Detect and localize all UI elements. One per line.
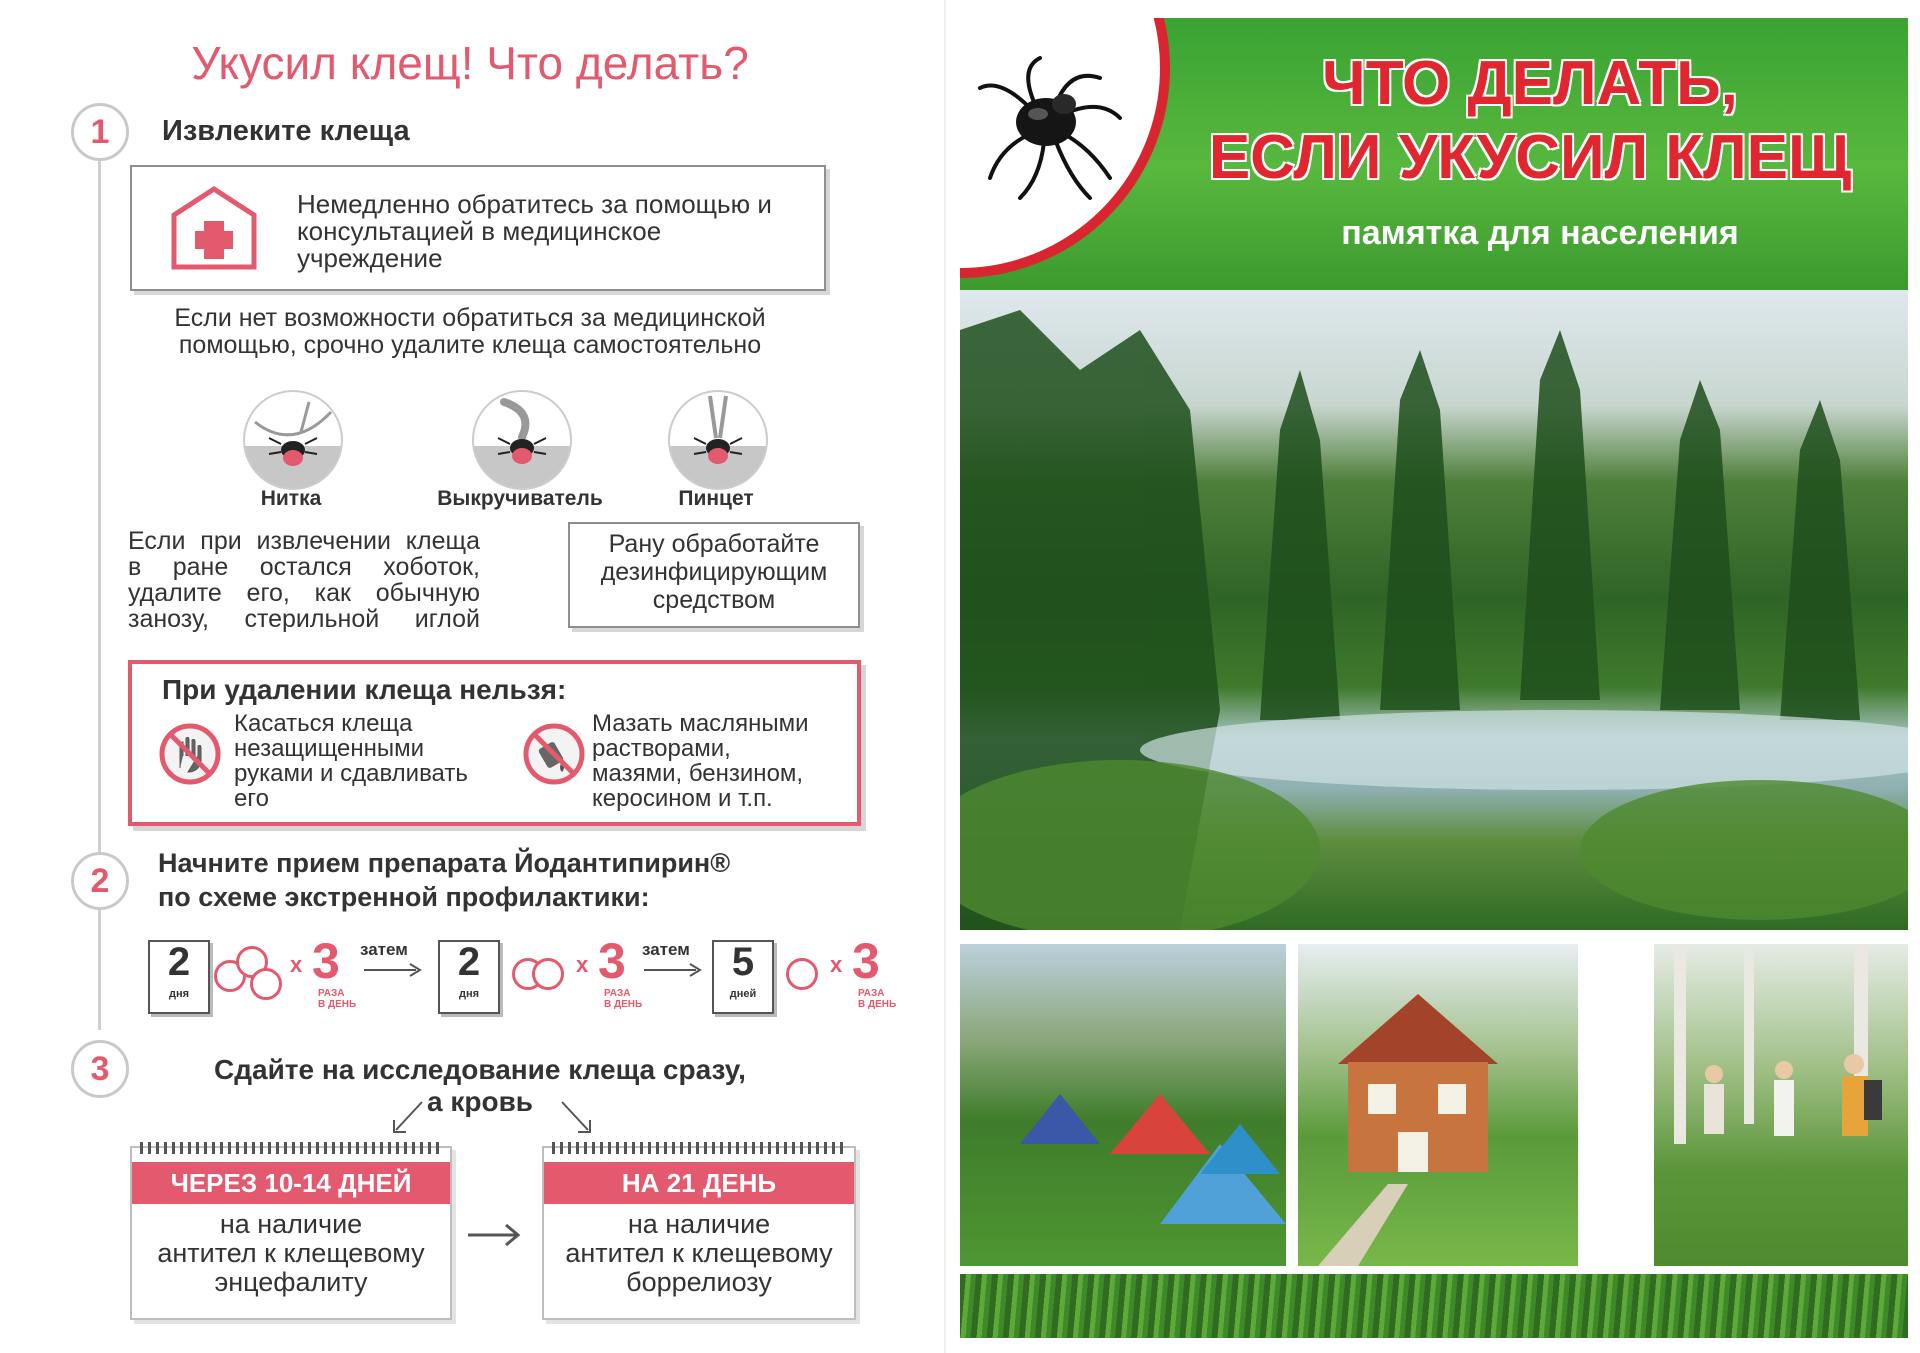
wound-line-1: Рану обработайте [608,530,820,558]
schedule-2-days: 2 [457,940,481,984]
wound-line-2: дезинфицирующим [600,558,828,586]
forbidden-item-2 [592,711,809,811]
proboscis-line-2: в ране остался хоботок, [128,553,480,581]
forbidden-item-1-line-2: незащищенными [234,735,425,762]
card-spiral [552,1142,846,1154]
forbidden-item-2-line-4: керосином и т.п. [592,785,773,812]
schedule-1-per-day [318,988,356,1010]
forbidden-title: При удалении клеща нельзя: [162,674,567,705]
step-1-title: Извлеките клеща [162,115,410,147]
test-card-2-line-1: на наличие [627,1209,771,1239]
medical-cross-house-icon [170,185,258,271]
wound-treatment-box [568,522,860,628]
per-label-1: РАЗА [604,988,631,999]
per-label-2: В ДЕНЬ [604,999,643,1010]
test-card-1-line-1: на наличие [219,1209,363,1239]
tweezers-tool-illustration [668,390,768,490]
schedule-2-times: 3 [598,933,626,989]
times-sign: х [830,952,843,977]
schedule-3-days-label: дней [729,988,757,1000]
self-removal-note-line1: Если нет возможности обратиться за медицинской [174,304,766,332]
cover-page [960,18,1908,1338]
medical-help-text: Немедленно обратитесь за помощью и консультацией в медицинское учреждение [297,189,772,273]
cover-title-line1: ЧТО ДЕЛАТЬ, [1322,49,1738,118]
arrow-down-right-icon [556,1098,596,1143]
wooden-house-photo [1298,944,1578,1266]
proboscis-line-1: Если при извлечении клеща [128,527,480,555]
schedule-3-per-day [858,988,896,1010]
schedule-1-days-label: дня [168,988,190,1000]
test-card-1-line-3: энцефалиту [214,1267,368,1297]
left-page [0,0,940,1353]
per-label-2: В ДЕНЬ [318,999,357,1010]
schedule-2-calendar [438,940,500,1014]
per-label-1: РАЗА [858,988,885,999]
forbidden-item-2-line-1: Мазать масляными [592,710,809,737]
arrow-right-icon [364,962,424,983]
step-2-number: 2 [71,852,129,910]
then-label-1: затем [360,940,408,959]
tool-label-thread: Нитка [260,487,322,510]
thread-tool-illustration [243,390,343,490]
test-card-1-header: ЧЕРЕЗ 10-14 ДНЕЙ [132,1162,450,1204]
times-sign: х [576,952,589,977]
step-2-title-line1: Начните прием препарата Йодантипирин® [158,848,731,878]
wound-line-3: средством [652,586,776,614]
arrow-right-icon [644,962,704,983]
step-1-number: 1 [71,103,129,161]
test-card-1-line-2: антител к клещевому [157,1238,425,1268]
step-2-title-line2: по схеме экстренной профилактики: [158,882,650,912]
step-3-title-line1: Сдайте на исследование клеща сразу, [214,1054,746,1085]
schedule-3-days: 5 [731,940,755,984]
forest-river-photo [960,290,1908,930]
forbidden-item-1-line-3: руками и сдавливать [234,760,468,787]
grass-strip-photo [960,1274,1908,1338]
schedule-3-calendar [712,940,774,1014]
page-divider [944,0,946,1353]
pill-icon [532,958,564,990]
pill-icon [250,968,282,1000]
test-card-encephalitis [130,1146,452,1320]
leaflet-title: Укусил клещ! Что делать? [191,37,749,89]
cover-subtitle: памятка для населения [1341,214,1739,252]
tick-icon [960,38,1130,208]
medical-help-box [130,165,826,291]
proboscis-instructions [128,528,480,632]
schedule-1-calendar [148,940,210,1014]
schedule-3-times: 3 [852,933,880,989]
test-card-2-line-2: антител к клещевому [565,1238,833,1268]
proboscis-line-3: удалите его, как обычную [128,579,480,607]
twister-tool-illustration [472,390,572,490]
test-card-2-line-3: боррелиозу [626,1267,772,1297]
schedule-2-days-label: дня [458,988,480,1000]
schedule-1-days: 2 [167,940,191,984]
test-card-1-body [132,1210,450,1297]
times-sign: х [290,952,303,977]
cover-title-line2: ЕСЛИ УКУСИЛ КЛЕЩ [1208,123,1852,192]
test-card-borreliosis [542,1146,856,1320]
test-card-2-header: НА 21 ДЕНЬ [544,1162,854,1204]
step-3-title-line2: а кровь [427,1086,533,1117]
forbidden-item-2-line-3: мазями, бензином, [592,760,804,787]
tool-label-tweezers: Пинцет [678,487,754,510]
per-label-1: РАЗА [318,988,345,999]
proboscis-line-4: занозу, стерильной иглой [128,605,480,633]
self-removal-note-line2: помощью, срочно удалите клеща самостоятельно [178,331,762,359]
then-label-2: затем [642,940,690,959]
schedule-1-times: 3 [312,933,340,989]
camping-tents-photo [960,944,1286,1266]
test-card-2-body [544,1210,854,1297]
step-3-number: 3 [71,1040,129,1098]
tool-label-twister: Выкручиватель [437,487,603,510]
forbidden-item-1-line-4: его [234,785,269,812]
forbidden-box [128,660,861,826]
no-oil-icon [522,722,586,786]
forbidden-item-1-line-1: Касаться клеща [234,710,413,737]
cover-header [960,18,1908,290]
hikers-photo [1654,944,1908,1266]
per-label-2: В ДЕНЬ [858,999,897,1010]
arrow-right-icon [466,1222,524,1253]
forbidden-item-2-line-2: растворами, [592,735,731,762]
pill-icon [786,958,818,990]
forbidden-item-1 [234,711,468,811]
no-hand-icon [158,722,222,786]
card-spiral [140,1142,442,1154]
schedule-2-per-day [604,988,642,1010]
arrow-down-left-icon [388,1098,428,1143]
